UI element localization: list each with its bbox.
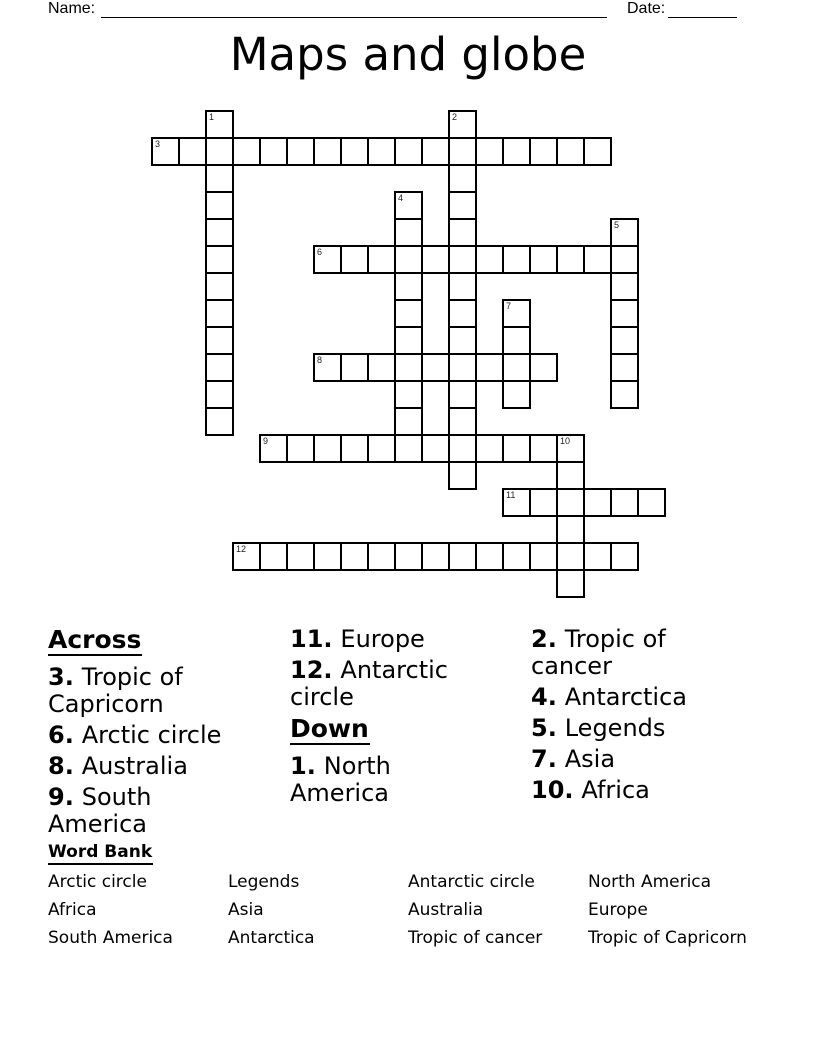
clue-number: 9. (48, 783, 74, 811)
crossword-grid (151, 110, 667, 599)
grid-cell[interactable] (421, 542, 450, 571)
grid-cell[interactable] (448, 191, 477, 220)
grid-cell[interactable] (367, 542, 396, 571)
grid-cell[interactable] (421, 434, 450, 463)
word-bank-item: Tropic of cancer (408, 928, 543, 948)
name-label: Name: (48, 0, 96, 17)
clue-number: 6. (48, 721, 74, 749)
clue-down-2 (531, 626, 709, 680)
word-bank-item: Africa (48, 900, 97, 920)
grid-cell[interactable] (610, 542, 639, 571)
clue-across-6 (48, 722, 226, 749)
clue-across-12 (290, 657, 468, 711)
word-bank (48, 868, 768, 952)
grid-cell[interactable] (205, 137, 234, 166)
grid-cell[interactable] (448, 434, 477, 463)
grid-cell[interactable] (637, 488, 666, 517)
grid-cell[interactable] (205, 299, 234, 328)
grid-cell[interactable] (448, 245, 477, 274)
grid-cell[interactable] (205, 110, 234, 139)
cell-number: 2 (452, 112, 458, 122)
grid-cell[interactable] (610, 488, 639, 517)
grid-cell[interactable] (529, 353, 558, 382)
clue-number: 10. (531, 776, 574, 804)
grid-cell[interactable] (502, 380, 531, 409)
grid-cell[interactable] (259, 542, 288, 571)
grid-cell[interactable] (502, 488, 531, 517)
clue-text: Asia (564, 745, 616, 773)
clue-number: 4. (531, 683, 557, 711)
grid-cell[interactable] (232, 542, 261, 571)
clue-text: Europe (340, 625, 425, 653)
grid-cell[interactable] (448, 272, 477, 301)
clues-column-3 (531, 626, 709, 808)
grid-cell[interactable] (205, 272, 234, 301)
clue-across-9 (48, 784, 226, 838)
word-bank-item: South America (48, 928, 173, 948)
clue-number: 12. (290, 656, 333, 684)
word-bank-item: North America (588, 872, 712, 892)
clue-across-8 (48, 753, 226, 780)
word-bank-item: Australia (408, 900, 484, 920)
word-bank-item: Antarctic circle (408, 872, 535, 892)
grid-cell[interactable] (394, 299, 423, 328)
cell-number: 6 (317, 247, 323, 257)
word-bank-item: Antarctica (228, 928, 315, 948)
grid-cell[interactable] (583, 488, 612, 517)
clues-column-2 (290, 626, 468, 811)
grid-cell[interactable] (529, 488, 558, 517)
grid-cell[interactable] (529, 245, 558, 274)
clue-text: Arctic circle (81, 721, 222, 749)
cell-number: 5 (614, 220, 620, 230)
grid-cell[interactable] (610, 299, 639, 328)
grid-cell[interactable] (313, 137, 342, 166)
cell-number: 12 (236, 544, 247, 554)
grid-cell[interactable] (340, 434, 369, 463)
cell-number: 7 (506, 301, 512, 311)
clue-across-11 (290, 626, 468, 653)
grid-cell[interactable] (502, 245, 531, 274)
cell-number: 3 (155, 139, 161, 149)
grid-cell[interactable] (313, 245, 342, 274)
grid-cell[interactable] (610, 326, 639, 355)
clue-text: Legends (564, 714, 666, 742)
grid-cell[interactable] (502, 299, 531, 328)
grid-cell[interactable] (367, 137, 396, 166)
grid-cell[interactable] (448, 407, 477, 436)
grid-cell[interactable] (529, 434, 558, 463)
grid-cell[interactable] (313, 542, 342, 571)
grid-cell[interactable] (556, 569, 585, 598)
grid-cell[interactable] (556, 515, 585, 544)
word-bank-item: Arctic circle (48, 872, 147, 892)
grid-cell[interactable] (583, 245, 612, 274)
grid-cell[interactable] (421, 137, 450, 166)
grid-cell[interactable] (448, 461, 477, 490)
grid-cell[interactable] (610, 245, 639, 274)
word-bank-item: Europe (588, 900, 648, 920)
grid-cell[interactable] (367, 353, 396, 382)
grid-cell[interactable] (340, 137, 369, 166)
grid-cell[interactable] (286, 434, 315, 463)
grid-cell[interactable] (286, 542, 315, 571)
grid-cell[interactable] (556, 434, 585, 463)
clue-number: 2. (531, 625, 557, 653)
down-heading: Down (290, 714, 369, 743)
clue-number: 1. (290, 752, 316, 780)
grid-cell[interactable] (259, 137, 288, 166)
grid-cell[interactable] (259, 434, 288, 463)
clue-text: Tropic of cancer (531, 625, 666, 680)
grid-cell[interactable] (502, 353, 531, 382)
grid-cell[interactable] (448, 218, 477, 247)
grid-cell[interactable] (205, 218, 234, 247)
grid-cell[interactable] (232, 137, 261, 166)
grid-cell[interactable] (529, 137, 558, 166)
clue-text: Antarctica (564, 683, 687, 711)
cell-number: 1 (209, 112, 215, 122)
grid-cell[interactable] (205, 245, 234, 274)
grid-cell[interactable] (394, 407, 423, 436)
grid-cell[interactable] (394, 137, 423, 166)
grid-cell[interactable] (340, 353, 369, 382)
grid-cell[interactable] (313, 434, 342, 463)
grid-cell[interactable] (421, 353, 450, 382)
grid-cell[interactable] (151, 137, 180, 166)
grid-cell[interactable] (475, 353, 504, 382)
grid-cell[interactable] (556, 542, 585, 571)
clues-column-1 (48, 626, 226, 842)
grid-cell[interactable] (448, 326, 477, 355)
grid-cell[interactable] (394, 542, 423, 571)
clue-text: South America (48, 783, 152, 838)
date-input-line[interactable] (668, 0, 737, 18)
clue-down-4 (531, 684, 709, 711)
grid-cell[interactable] (556, 488, 585, 517)
grid-cell[interactable] (583, 542, 612, 571)
clue-number: 3. (48, 663, 74, 691)
grid-cell[interactable] (610, 272, 639, 301)
grid-cell[interactable] (556, 245, 585, 274)
cell-number: 4 (398, 193, 404, 203)
grid-cell[interactable] (502, 434, 531, 463)
clue-number: 8. (48, 752, 74, 780)
cell-number: 10 (560, 436, 571, 446)
clue-number: 11. (290, 625, 333, 653)
clue-number: 5. (531, 714, 557, 742)
clue-text: Australia (81, 752, 188, 780)
grid-cell[interactable] (448, 137, 477, 166)
grid-cell[interactable] (394, 245, 423, 274)
clue-down-1 (290, 753, 468, 807)
grid-cell[interactable] (394, 326, 423, 355)
grid-cell[interactable] (610, 380, 639, 409)
clue-text: Tropic of Capricorn (48, 663, 183, 718)
grid-cell[interactable] (205, 407, 234, 436)
grid-cell[interactable] (421, 245, 450, 274)
grid-cell[interactable] (502, 542, 531, 571)
grid-cell[interactable] (394, 272, 423, 301)
grid-cell[interactable] (394, 353, 423, 382)
grid-cell[interactable] (394, 218, 423, 247)
grid-cell[interactable] (367, 245, 396, 274)
grid-cell[interactable] (475, 137, 504, 166)
grid-cell[interactable] (556, 137, 585, 166)
across-heading: Across (48, 625, 142, 654)
grid-cell[interactable] (448, 110, 477, 139)
grid-cell[interactable] (475, 245, 504, 274)
grid-cell[interactable] (205, 380, 234, 409)
grid-cell[interactable] (205, 353, 234, 382)
grid-cell[interactable] (610, 353, 639, 382)
clue-text: Africa (581, 776, 650, 804)
grid-cell[interactable] (610, 218, 639, 247)
grid-cell[interactable] (448, 164, 477, 193)
grid-cell[interactable] (556, 461, 585, 490)
grid-cell[interactable] (286, 137, 315, 166)
clue-across-3 (48, 664, 226, 718)
word-bank-heading: Word Bank (48, 842, 153, 865)
grid-cell[interactable] (367, 434, 396, 463)
grid-cell[interactable] (394, 191, 423, 220)
grid-cell[interactable] (448, 353, 477, 382)
grid-cell[interactable] (448, 299, 477, 328)
grid-cell[interactable] (448, 542, 477, 571)
grid-cell[interactable] (340, 245, 369, 274)
date-label: Date: (627, 0, 666, 17)
page-title: Maps and globe (229, 28, 587, 81)
grid-cell[interactable] (448, 380, 477, 409)
cell-number: 9 (263, 436, 269, 446)
grid-cell[interactable] (205, 191, 234, 220)
grid-cell[interactable] (475, 542, 504, 571)
grid-cell[interactable] (529, 542, 558, 571)
word-bank-item: Asia (228, 900, 264, 920)
cell-number: 8 (317, 355, 323, 365)
grid-cell[interactable] (205, 326, 234, 355)
grid-cell[interactable] (394, 380, 423, 409)
clue-number: 7. (531, 745, 557, 773)
grid-cell[interactable] (502, 137, 531, 166)
word-bank-item: Legends (228, 872, 300, 892)
name-input-line[interactable] (101, 0, 607, 18)
grid-cell[interactable] (340, 542, 369, 571)
clue-text: Antarctic circle (290, 656, 448, 711)
grid-cell[interactable] (583, 137, 612, 166)
grid-cell[interactable] (394, 434, 423, 463)
clue-down-5 (531, 715, 709, 742)
grid-cell[interactable] (205, 164, 234, 193)
clue-down-7 (531, 746, 709, 773)
grid-cell[interactable] (475, 434, 504, 463)
grid-cell[interactable] (178, 137, 207, 166)
clue-down-10 (531, 777, 709, 804)
cell-number: 11 (506, 490, 516, 500)
grid-cell[interactable] (313, 353, 342, 382)
grid-cell[interactable] (502, 326, 531, 355)
clue-text: North America (290, 752, 391, 807)
word-bank-item: Tropic of Capricorn (588, 928, 747, 948)
